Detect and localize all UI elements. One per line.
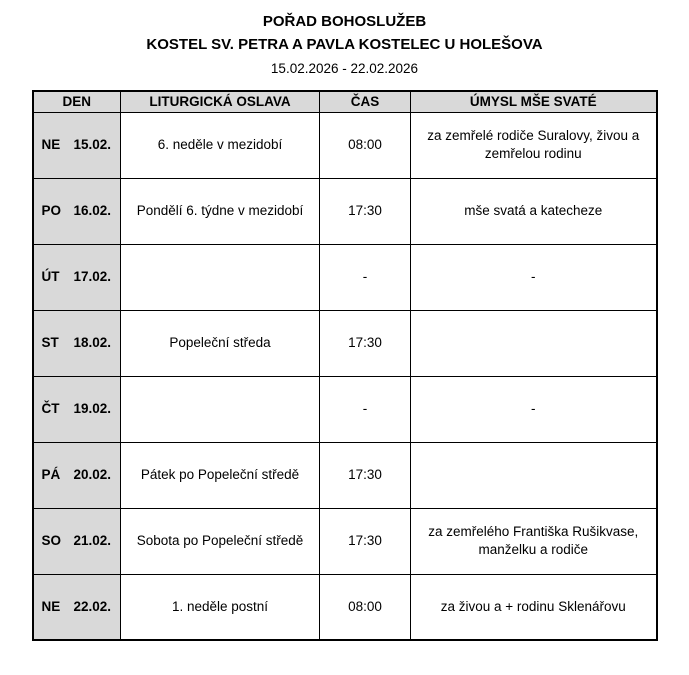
day-cell	[33, 376, 121, 442]
table-row	[33, 310, 657, 376]
day-cell	[33, 244, 121, 310]
time-cell: -	[320, 244, 411, 310]
intention-cell: za živou a + rodinu Sklenářovu	[411, 574, 657, 640]
celebration-cell: Sobota po Popeleční středě	[121, 508, 320, 574]
table-row	[33, 112, 657, 178]
intention-cell	[411, 310, 657, 376]
intention-cell: za zemřelého Františka Rušikvase, manželku a rodiče	[411, 508, 657, 574]
table-row	[33, 376, 657, 442]
intention-cell: -	[411, 376, 657, 442]
table-row	[33, 574, 657, 640]
document-date-range: 15.02.2026 - 22.02.2026	[270, 60, 419, 76]
celebration-cell	[121, 244, 320, 310]
day-date: 18.02.	[73, 335, 112, 351]
time-cell: 17:30	[320, 178, 411, 244]
day-cell	[33, 508, 121, 574]
column-header-den: DEN	[33, 91, 121, 113]
day-abbr: PÁ	[41, 467, 61, 483]
celebration-cell	[121, 376, 320, 442]
time-cell: 08:00	[320, 112, 411, 178]
table-row	[33, 244, 657, 310]
intention-cell: mše svatá a katecheze	[411, 178, 657, 244]
table-row	[33, 178, 657, 244]
table-row	[33, 508, 657, 574]
day-date: 15.02.	[73, 137, 112, 153]
table-header-row	[33, 91, 657, 113]
day-cell	[33, 442, 121, 508]
celebration-cell: Popeleční středa	[121, 310, 320, 376]
time-cell: 08:00	[320, 574, 411, 640]
day-cell	[33, 178, 121, 244]
intention-cell: za zemřelé rodiče Suralovy, živou a zemřelou rodinu	[411, 112, 657, 178]
day-cell	[33, 112, 121, 178]
day-abbr: ST	[41, 335, 59, 351]
day-cell	[33, 310, 121, 376]
day-abbr: ČT	[41, 401, 60, 417]
day-date: 19.02.	[73, 401, 112, 417]
document-subtitle: KOSTEL SV. PETRA A PAVLA KOSTELEC U HOLEŠOVA	[146, 36, 543, 54]
day-date: 21.02.	[73, 533, 112, 549]
document-title: POŘAD BOHOSLUŽEB	[262, 13, 427, 30]
day-abbr: ÚT	[41, 269, 60, 285]
day-date: 16.02.	[73, 203, 112, 219]
celebration-cell: 6. neděle v mezidobí	[121, 112, 320, 178]
celebration-cell: 1. neděle postní	[121, 574, 320, 640]
day-date: 17.02.	[73, 269, 112, 285]
time-cell: 17:30	[320, 442, 411, 508]
day-date: 22.02.	[73, 599, 112, 615]
day-abbr: NE	[41, 599, 61, 615]
table-row	[33, 442, 657, 508]
day-date: 20.02.	[73, 467, 112, 483]
column-header-liturgicka-oslava: LITURGICKÁ OSLAVA	[121, 91, 320, 113]
day-cell	[33, 574, 121, 640]
column-header-cas: ČAS	[320, 91, 411, 113]
celebration-cell: Pondělí 6. týdne v mezidobí	[121, 178, 320, 244]
document-header	[0, 12, 689, 78]
celebration-cell: Pátek po Popeleční středě	[121, 442, 320, 508]
time-cell: 17:30	[320, 310, 411, 376]
column-header-umysl: ÚMYSL MŠE SVATÉ	[411, 91, 657, 113]
schedule-table	[32, 90, 658, 642]
day-abbr: PO	[41, 203, 62, 219]
day-abbr: NE	[41, 137, 61, 153]
day-abbr: SO	[41, 533, 62, 549]
intention-cell: -	[411, 244, 657, 310]
time-cell: -	[320, 376, 411, 442]
intention-cell	[411, 442, 657, 508]
time-cell: 17:30	[320, 508, 411, 574]
